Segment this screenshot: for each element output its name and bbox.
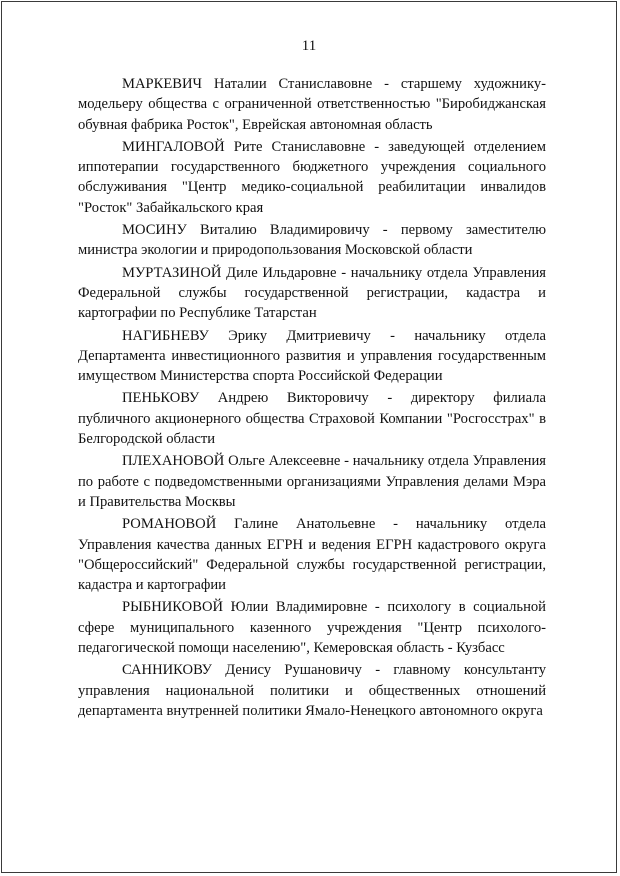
recipient-surname: ПЛЕХАНОВОЙ (122, 453, 225, 470)
recipient-details: Диле Ильдаровне - начальнику отдела Управления Федеральной службы государственной регистрации, кадастра и картографии по Республике Татарстан (78, 264, 546, 322)
recipient-details: Ольге Алексеевне - начальнику отдела Управления по работе с подведомственными организациями Управления делами Мэра и Правительства Москвы (78, 453, 546, 510)
list-item (78, 326, 546, 387)
recipient-details: Галине Анатольевне - начальнику отдела Управления качества данных ЕГРН и ведения ЕГРН кадастрового округа "Общероссийский" Федеральной службы государственной регистрации, кадастра и картографии (78, 516, 546, 594)
recipient-surname: САННИКОВУ (122, 662, 212, 679)
recipient-surname: МИНГАЛОВОЙ (122, 138, 225, 155)
recipient-details: Юлии Владимировне - психологу в социальной сфере муниципального казенного учреждения "Центр психолого-педагогической помощи населению", Кемеровская область - Кузбасс (78, 599, 546, 657)
document-page (1, 1, 617, 873)
recipient-surname: РОМАНОВОЙ (122, 516, 217, 533)
recipient-details: Денису Рушановичу - главному консультанту управления национальной политики и общественных отношений департамента внутренней политики Ямало-Ненецкого автономного округа (78, 662, 546, 719)
recipient-surname: МАРКЕВИЧ (122, 76, 203, 92)
list-item (78, 660, 546, 721)
list-item (78, 514, 546, 595)
list-item (78, 74, 546, 135)
list-item (78, 263, 546, 324)
recipient-surname: НАГИБНЕВУ (122, 327, 209, 344)
list-item (78, 137, 546, 218)
list-item (78, 388, 546, 449)
list-item (78, 451, 546, 512)
page-number: 11 (301, 38, 317, 54)
recipient-details: Виталию Владимировичу - первому заместителю министра экологии и природопользования Московской области (78, 222, 546, 259)
recipient-details: Андрею Викторовичу - директору филиала публичного акционерного общества Страховой Компании "Росгосстрах" в Белгородской области (78, 390, 546, 448)
list-item (78, 597, 546, 658)
recipient-details: Рите Станиславовне - заведующей отделением иппотерапии государственного бюджетного учреждения социального обслуживания "Центр медико-социальной реабилитации инвалидов "Росток" Забайкальского края (78, 138, 546, 216)
award-list (78, 74, 546, 723)
recipient-surname: МУРТАЗИНОЙ (122, 264, 222, 281)
recipient-details: Наталии Станиславовне - старшему художнику-модельеру общества с ограниченной ответственностью "Биробиджанская обувная фабрика Росток", Еврейская автономная область (78, 76, 546, 133)
recipient-details: Эрику Дмитриевичу - начальнику отдела Департамента инвестиционного развития и управления государственным имуществом Министерства спорта Российской Федерации (78, 327, 546, 385)
list-item (78, 220, 546, 261)
recipient-surname: МОСИНУ (122, 222, 187, 239)
recipient-surname: ПЕНЬКОВУ (122, 390, 200, 407)
recipient-surname: РЫБНИКОВОЙ (122, 599, 224, 616)
